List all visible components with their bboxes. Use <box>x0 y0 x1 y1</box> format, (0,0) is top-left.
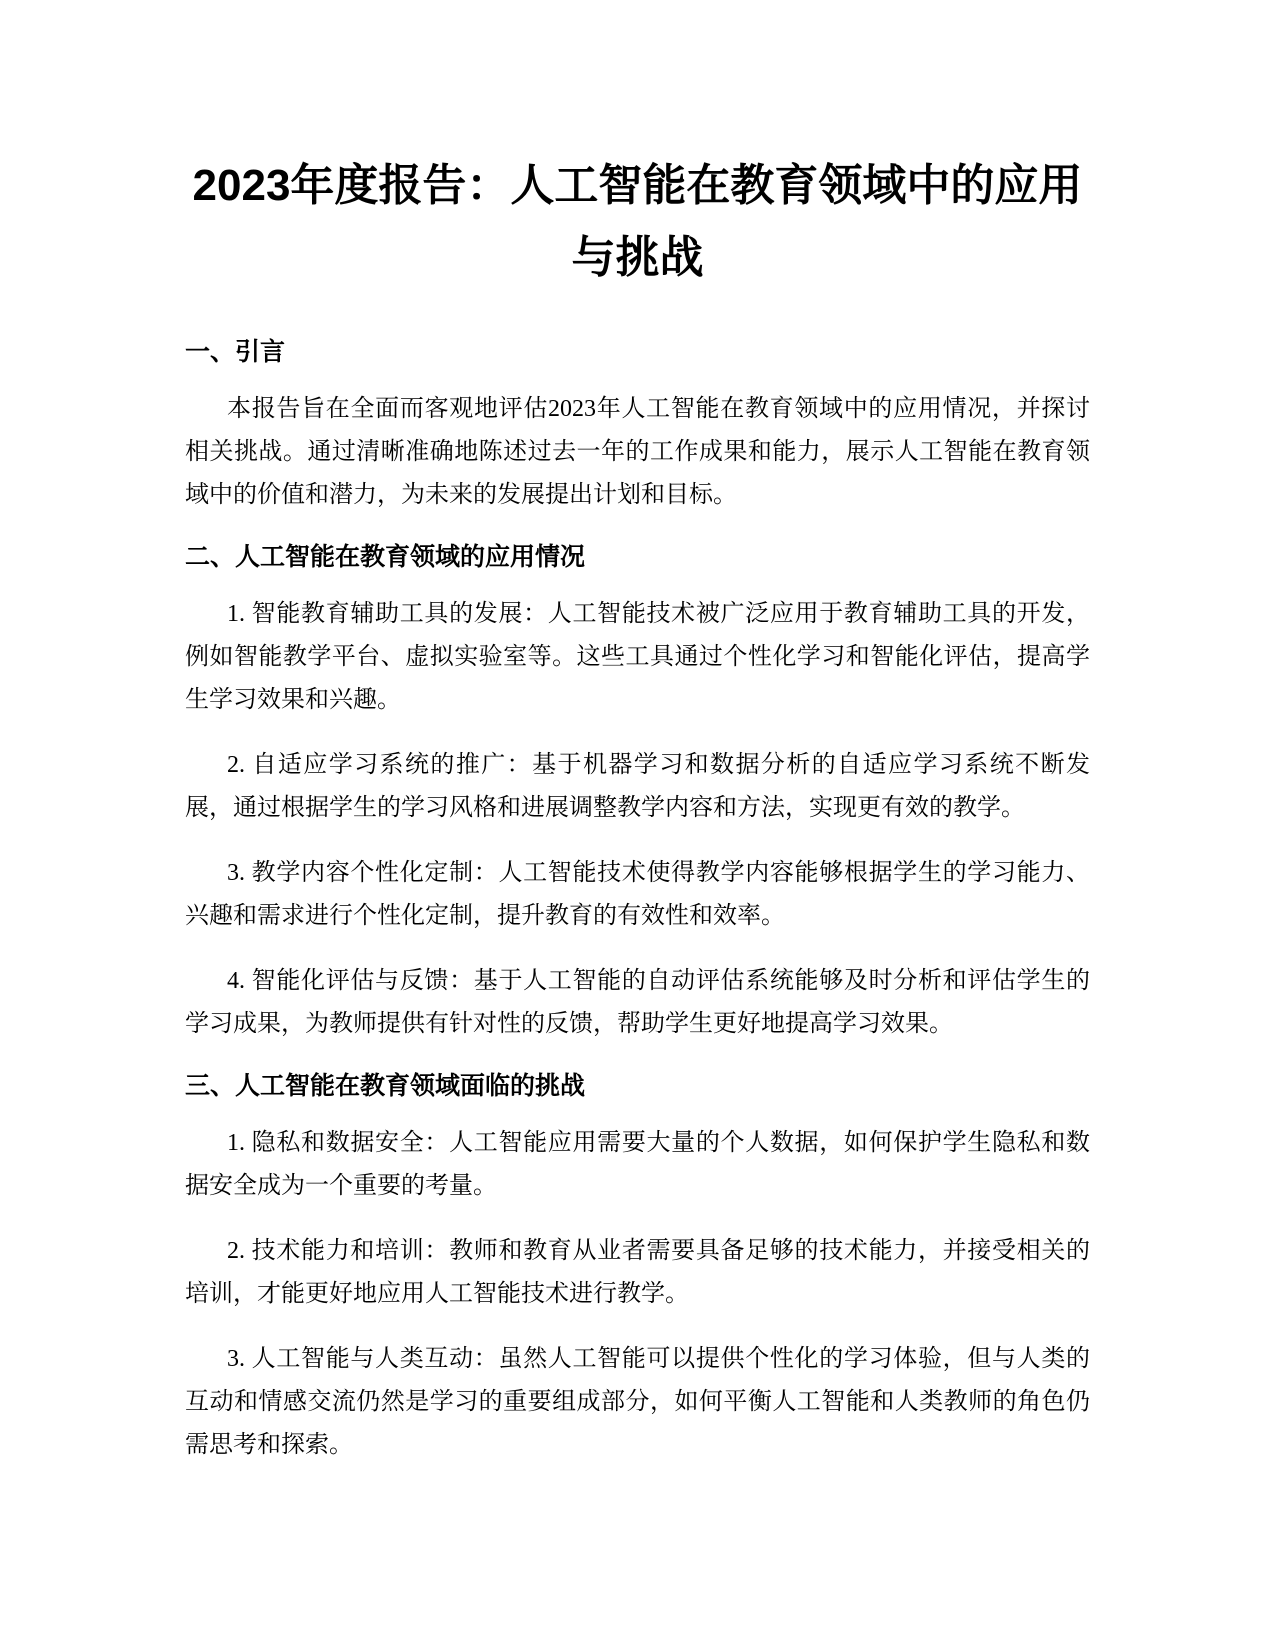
list-item: 3. 教学内容个性化定制：人工智能技术使得教学内容能够根据学生的学习能力、兴趣和需求进行个性化定制，提升教育的有效性和效率。 <box>185 860 1090 929</box>
section-heading: 二、人工智能在教育领域的应用情况 <box>185 543 586 571</box>
section-introduction <box>185 334 1090 517</box>
list-item: 4. 智能化评估与反馈：基于人工智能的自动评估系统能够及时分析和评估学生的学习成果，为教师提供有针对性的反馈，帮助学生更好地提高学习效果。 <box>185 968 1090 1037</box>
list-item: 1. 智能教育辅助工具的发展：人工智能技术被广泛应用于教育辅助工具的开发，例如智能教学平台、虚拟实验室等。这些工具通过个性化学习和智能化评估，提高学生学习效果和兴趣。 <box>185 601 1090 713</box>
list-item: 1. 隐私和数据安全：人工智能应用需要大量的个人数据，如何保护学生隐私和数据安全成为一个重要的考量。 <box>185 1130 1090 1199</box>
document-body <box>185 150 1090 1489</box>
list-item: 3. 人工智能与人类互动：虽然人工智能可以提供个性化的学习体验，但与人类的互动和情感交流仍然是学习的重要组成部分，如何平衡人工智能和人类教师的角色仍需思考和探索。 <box>185 1346 1090 1458</box>
section-challenges <box>185 1068 1090 1467</box>
section-heading: 三、人工智能在教育领域面临的挑战 <box>185 1072 586 1100</box>
document-title: 2023年度报告：人工智能在教育领域中的应用与挑战 <box>192 161 1083 282</box>
section-heading: 一、引言 <box>185 338 286 366</box>
list-item: 2. 技术能力和培训：教师和教育从业者需要具备足够的技术能力，并接受相关的培训，才能更好地应用人工智能技术进行教学。 <box>185 1238 1090 1307</box>
section-applications <box>185 539 1090 1046</box>
paragraph: 本报告旨在全面而客观地评估2023年人工智能在教育领域中的应用情况，并探讨相关挑战。通过清晰准确地陈述过去一年的工作成果和能力，展示人工智能在教育领域中的价值和潜力，为未来的发展提出计划和目标。 <box>185 396 1090 508</box>
list-item: 2. 自适应学习系统的推广：基于机器学习和数据分析的自适应学习系统不断发展，通过根据学生的学习风格和进展调整教学内容和方法，实现更有效的教学。 <box>185 752 1090 821</box>
